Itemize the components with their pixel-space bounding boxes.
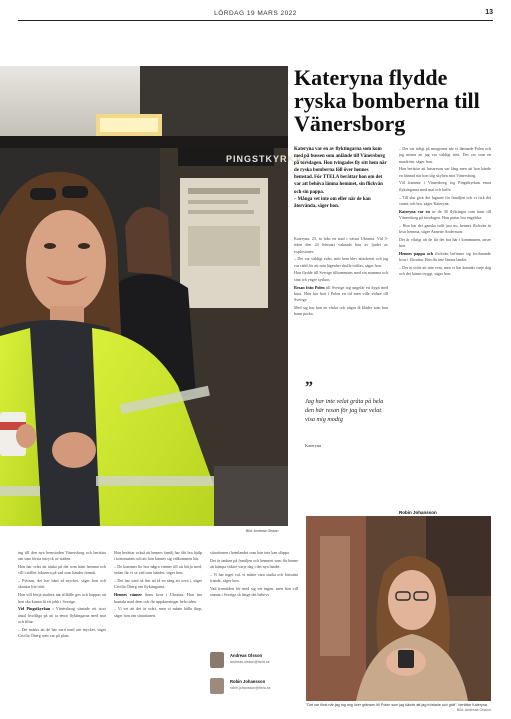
article-paragraph: Hon berättar också att hennes familj har fått bra hjälp i kommunen och att hon känner sig välkommen här. (114, 550, 202, 562)
issue-date: LÖRDAG 19 MARS 2022 (214, 10, 297, 17)
article-paragraph: Hon vill börja studera när tillfälle ges och hoppas att hon ska kunna få ett jobb i Sverige. (18, 592, 106, 604)
article-paragraph: – Vi vet att det är svårt, men vi måste hålla ihop, säger hon om situationen. (114, 606, 202, 618)
article-paragraph: – Det är svårt att inte veta, men vi har kontakt varje dag och det känns tryggt, säger hon. (399, 265, 491, 277)
article-paragraph: Hennes vänner finns kvar i Ukraina. Hon har kontakt med dem och får uppdateringar hela tiden. (114, 592, 202, 604)
article-paragraph: Med sig har hon en väska och några få kläder som hon hann packa. (294, 304, 388, 317)
article-headline: Kateryna flydde ryska bomberna till Vänersborg (294, 65, 480, 136)
article-paragraph: – Pyttsan, det har hänt så mycket, säger hon och skrattar lite trött. (18, 578, 106, 590)
article-paragraph: – Det har varit så fint att få en säng att sova i, säger Cecilia Öberg om flyktingarna. (114, 578, 202, 590)
kateryna-photo (306, 516, 491, 701)
pull-quote-name: Kateryna (305, 443, 322, 448)
lede-text: Kateryna var en av flyktingarna som kom med på bussen som anlände till Vänersborg på torsdagen. Hon tvingades fly sitt hem när de ryska bomberna föll över hennes hemstad. För TTELA berättar hon om det var att behöva lämna hemmet, sin flickvän och sin pappa. (294, 147, 387, 195)
article-paragraph: Det är viktigt att de får det bra här i kommunen, anser hon. (399, 236, 491, 249)
main-photo-credit: Bild: Andreas Olsson (246, 529, 279, 533)
article-paragraph: Kateryna, 23, är från en stad i västra Ukraina. Vid 5-tiden den 24 februari vaknade hon av ljudet av explosioner. (294, 236, 388, 254)
article-paragraph: – Det var väldigt svårt, mitt hem blev attackerat och jag var rädd för att min lägenhet skulle träffas, säger hon. (294, 256, 388, 268)
bottom-column-a (18, 550, 106, 641)
byline-name: Robin Johansson (399, 510, 437, 515)
article-paragraph: Väl framme i Vänersborg tog Pingstkyrkan emot flyktingarna med mat och kaffe. (399, 180, 491, 192)
reporter-name: Robin Johansson (230, 679, 266, 684)
small-photo-caption (306, 703, 491, 713)
bottom-column-c (210, 550, 298, 600)
article-paragraph: situationen i hemlandet som hon inte kan släppa. (210, 550, 290, 555)
quote-mark-icon: ” (305, 379, 313, 396)
article-column-1 (294, 236, 388, 319)
article-paragraph: – Det var tidigt på morgonen när vi lämnade Polen och jag minns att jag var väldigt trött. Det var som en mardröm, säger hon. (399, 146, 491, 164)
page-number: 13 (485, 9, 493, 16)
paragraph-lead: Hennes pappa och (399, 250, 434, 256)
paragraph-lead: Hennes vänner (114, 592, 143, 598)
article-lede (294, 146, 388, 210)
article-paragraph: Vid Pingstkyrkan i Vänersborg väntade ett stort antal frivilliga på att ta emot flyktingarna med mat och filtar. (18, 606, 106, 624)
reporter-email: andreas.olsson@ttela.se (230, 660, 270, 664)
article-paragraph: Det är tanken på familjen och hemmet som får henne att kämpa vidare varje dag i det nya landet. (210, 557, 298, 570)
small-photo-credit: Bild: Andreas Olsson (456, 708, 491, 712)
pull-quote: Jag har inte velat gråta på hela den här resan för jag har velat visa mig modig (305, 398, 384, 424)
article-column-2 (399, 146, 491, 279)
article-paragraph: Resan från Polen till Sverige tog ungefär ett dygn med buss. Hon har bott i Polen en tid men ville vidare till Sverige. (294, 284, 388, 303)
avatar (210, 652, 224, 668)
article-paragraph: Hennes pappa och flickvän befinner sig fortfarande kvar i Ukraina. Han får inte lämna landet. (399, 250, 491, 263)
article-paragraph: Vad framtiden för med sig vet ingen, men hon vill stanna i Sverige så länge det behövs. (210, 585, 298, 598)
article-paragraph: Hon flydde till Sverige tillsammans med sin mamma och sina två yngre syskon. (294, 270, 388, 282)
bottom-column-b (114, 550, 202, 620)
header-rule (18, 20, 493, 21)
article-paragraph: – Hon har det ganska tufft just nu, hennes flickvän är kvar hemma, säger Annette Andersson. (399, 222, 491, 235)
article-paragraph: – De kommer bo hos några vänner till att börja med, sedan får vi se vad som händer, säger hon. (114, 564, 202, 576)
church-sign-text: PINGSTKYRKAN (226, 154, 311, 164)
caption-text: "Det var först när jag tog mig över gränsen till Polen som jag kände att jag tröstade och grät", berättar Kateryna. (306, 703, 488, 707)
article-paragraph: Hon berättar att bussresan var lång men att hon kände en lättnad när hon såg skylten mot Vänersborg. (399, 166, 491, 178)
article-paragraph: Hon har svårt att tänka på det som hänt hemma och vill i stället fokusera på vad som händer framåt. (18, 564, 106, 576)
article-paragraph: – Vi har inget val, vi måste vara starka och fortsätta framåt, säger hon. (210, 571, 298, 584)
article-paragraph: ing till den nya hemstaden Vänersborg och berättar om sina första intryck av staden. (18, 550, 106, 562)
reporter-email: robin.johansson@ttela.se (230, 686, 271, 690)
reporter-name: Andreas Olsson (230, 653, 263, 658)
article-paragraph: – Det märks att de har varit med om mycket, säger Cecilia Öberg som var på plats. (18, 626, 106, 639)
lede-quote: – Många vet inte om eller när de kan återvända, säger hon. (294, 196, 371, 209)
article-paragraph: Kateryna var en av de 30 flyktingar som kom till Vänersborg på torsdagen. Hon pratar bra engelska. (399, 208, 491, 220)
article-paragraph: – Till slut gick det lugnare för familjen och vi fick det varmt och bra, säger Kateryna. (399, 194, 491, 206)
paragraph-lead: Kateryna var en (399, 208, 430, 214)
avatar (210, 678, 224, 694)
paragraph-lead: Vid Pingstkyrkan (18, 606, 51, 612)
paragraph-lead: Resan från Polen (294, 284, 325, 290)
